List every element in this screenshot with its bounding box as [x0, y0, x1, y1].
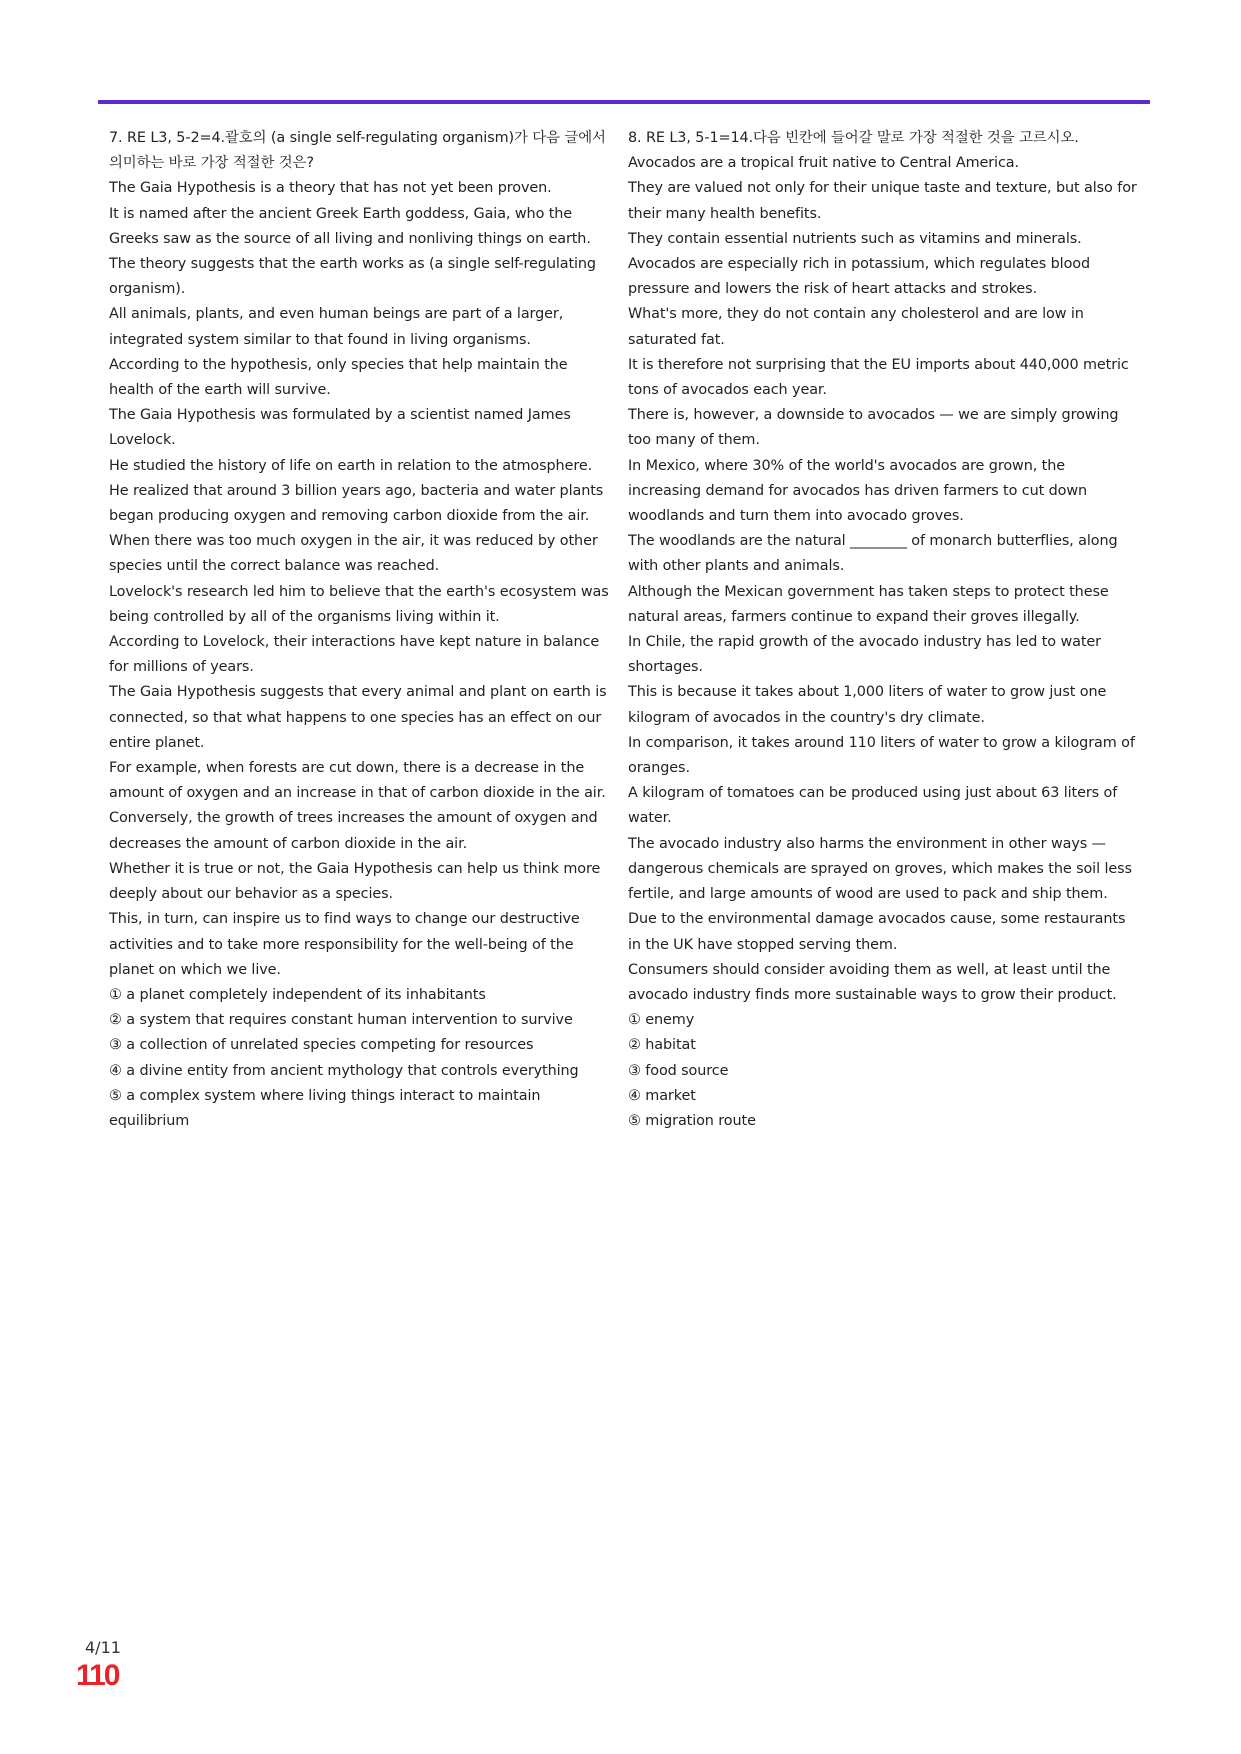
answer-choice-3[interactable]: ③ food source: [628, 1062, 729, 1079]
passage-sentence: He studied the history of life on earth in relation to the atmosphere.: [109, 457, 593, 474]
passage-sentence: Avocados are especially rich in potassium, which regulates blood pressure and lowers the risk of heart attacks and strokes.: [628, 256, 1091, 298]
passage-sentence: All animals, plants, and even human beings are part of a larger, integrated system similar to that found in living organisms.: [109, 306, 564, 348]
passage-sentence: The Gaia Hypothesis suggests that every animal and plant on earth is connected, so that what happens to one species has an effect on our entire planet.: [109, 684, 607, 751]
question-7-column: [109, 126, 613, 1134]
answer-choice-2[interactable]: ② habitat: [628, 1037, 696, 1054]
passage-sentence: A kilogram of tomatoes can be produced using just about 63 liters of water.: [628, 785, 1118, 827]
passage-sentence: According to Lovelock, their interactions have kept nature in balance for millions of years.: [109, 634, 600, 676]
question-7-header: 7. RE L3, 5-2=4.괄호의 (a single self-regulating organism)가 다음 글에서 의미하는 바로 가장 적절한 것은?: [109, 130, 606, 172]
passage-sentence: He realized that around 3 billion years ago, bacteria and water plants began producing oxygen and removing carbon dioxide from the air.: [109, 482, 604, 525]
answer-choice-1[interactable]: ① a planet completely independent of its inhabitants: [109, 986, 486, 1003]
passage-sentence: For example, when forests are cut down, there is a decrease in the amount of oxygen and an increase in that of carbon dioxide in the air.: [109, 760, 606, 802]
page-indicator: 4/11: [85, 1638, 121, 1657]
passage-sentence: They are valued not only for their unique taste and texture, but also for their many health benefits.: [628, 180, 1137, 222]
passage-sentence: What's more, they do not contain any cholesterol and are low in saturated fat.: [628, 306, 1084, 348]
passage-sentence: When there was too much oxygen in the air, it was reduced by other species until the correct balance was reached.: [109, 533, 598, 575]
passage-sentence: The theory suggests that the earth works as (a single self-regulating organism).: [109, 256, 596, 298]
question-8-column: [628, 126, 1138, 1134]
passage-sentence: In comparison, it takes around 110 liters of water to grow a kilogram of oranges.: [628, 734, 1135, 777]
question-8-header: 8. RE L3, 5-1=14.다음 빈칸에 들어갈 말로 가장 적절한 것을 고르시오.: [628, 130, 1079, 146]
answer-choice-5[interactable]: ⑤ migration route: [628, 1112, 756, 1129]
passage-sentence: Due to the environmental damage avocados cause, some restaurants in the UK have stopped serving them.: [628, 911, 1126, 953]
passage-sentence: Conversely, the growth of trees increases the amount of oxygen and decreases the amount of carbon dioxide in the air.: [109, 810, 598, 852]
passage-sentence: The avocado industry also harms the environment in other ways — dangerous chemicals are sprayed on groves, which makes the soil less fertile, and large amounts of wood are used to pack and ship them.: [628, 835, 1132, 903]
passage-sentence: It is named after the ancient Greek Earth goddess, Gaia, who the Greeks saw as the source of all living and nonliving things on earth.: [109, 205, 591, 247]
question-8-choices: [628, 1008, 1138, 1134]
passage-sentence: According to the hypothesis, only species that help maintain the health of the earth will survive.: [109, 356, 568, 399]
answer-choice-1[interactable]: ① enemy: [628, 1012, 695, 1029]
question-7-choices: [109, 983, 613, 1134]
passage-sentence: In Mexico, where 30% of the world's avocados are grown, the increasing demand for avocados has driven farmers to cut down woodlands and turn them into avocado groves.: [628, 457, 1088, 525]
answer-choice-4[interactable]: ④ market: [628, 1087, 696, 1104]
passage-sentence: There is, however, a downside to avocados — we are simply growing too many of them.: [628, 407, 1119, 449]
passage-sentence: It is therefore not surprising that the EU imports about 440,000 metric tons of avocados each year.: [628, 356, 1129, 399]
answer-choice-2[interactable]: ② a system that requires constant human intervention to survive: [109, 1012, 573, 1029]
passage-sentence: The Gaia Hypothesis is a theory that has not yet been proven.: [109, 180, 552, 197]
passage-sentence: Lovelock's research led him to believe that the earth's ecosystem was being controlled by all of the organisms living within it.: [109, 583, 609, 625]
passage-sentence: Whether it is true or not, the Gaia Hypothesis can help us think more deeply about our behavior as a species.: [109, 860, 601, 903]
passage-sentence: In Chile, the rapid growth of the avocado industry has led to water shortages.: [628, 634, 1101, 676]
question-8-passage: [628, 151, 1138, 1008]
passage-sentence: Avocados are a tropical fruit native to Central America.: [628, 155, 1019, 172]
answer-choice-4[interactable]: ④ a divine entity from ancient mythology that controls everything: [109, 1062, 579, 1079]
passage-sentence: Although the Mexican government has taken steps to protect these natural areas, farmers continue to expand their groves illegally.: [628, 583, 1109, 625]
brand-logo: 110: [76, 1659, 119, 1692]
passage-sentence: The woodlands are the natural ________ of monarch butterflies, along with other plants and animals.: [628, 533, 1118, 575]
answer-choice-3[interactable]: ③ a collection of unrelated species competing for resources: [109, 1037, 534, 1054]
top-divider: [98, 100, 1150, 104]
passage-sentence: This, in turn, can inspire us to find ways to change our destructive activities and to take more responsibility for the well-being of the planet on which we live.: [109, 911, 580, 978]
answer-choice-5[interactable]: ⑤ a complex system where living things interact to maintain equilibrium: [109, 1087, 541, 1129]
passage-sentence: Consumers should consider avoiding them as well, at least until the avocado industry finds more sustainable ways to grow their product.: [628, 961, 1117, 1003]
passage-sentence: They contain essential nutrients such as vitamins and minerals.: [628, 230, 1082, 247]
question-7-passage: [109, 176, 613, 983]
passage-sentence: This is because it takes about 1,000 liters of water to grow just one kilogram of avocados in the country's dry climate.: [628, 684, 1107, 726]
passage-sentence: The Gaia Hypothesis was formulated by a scientist named James Lovelock.: [109, 407, 571, 449]
